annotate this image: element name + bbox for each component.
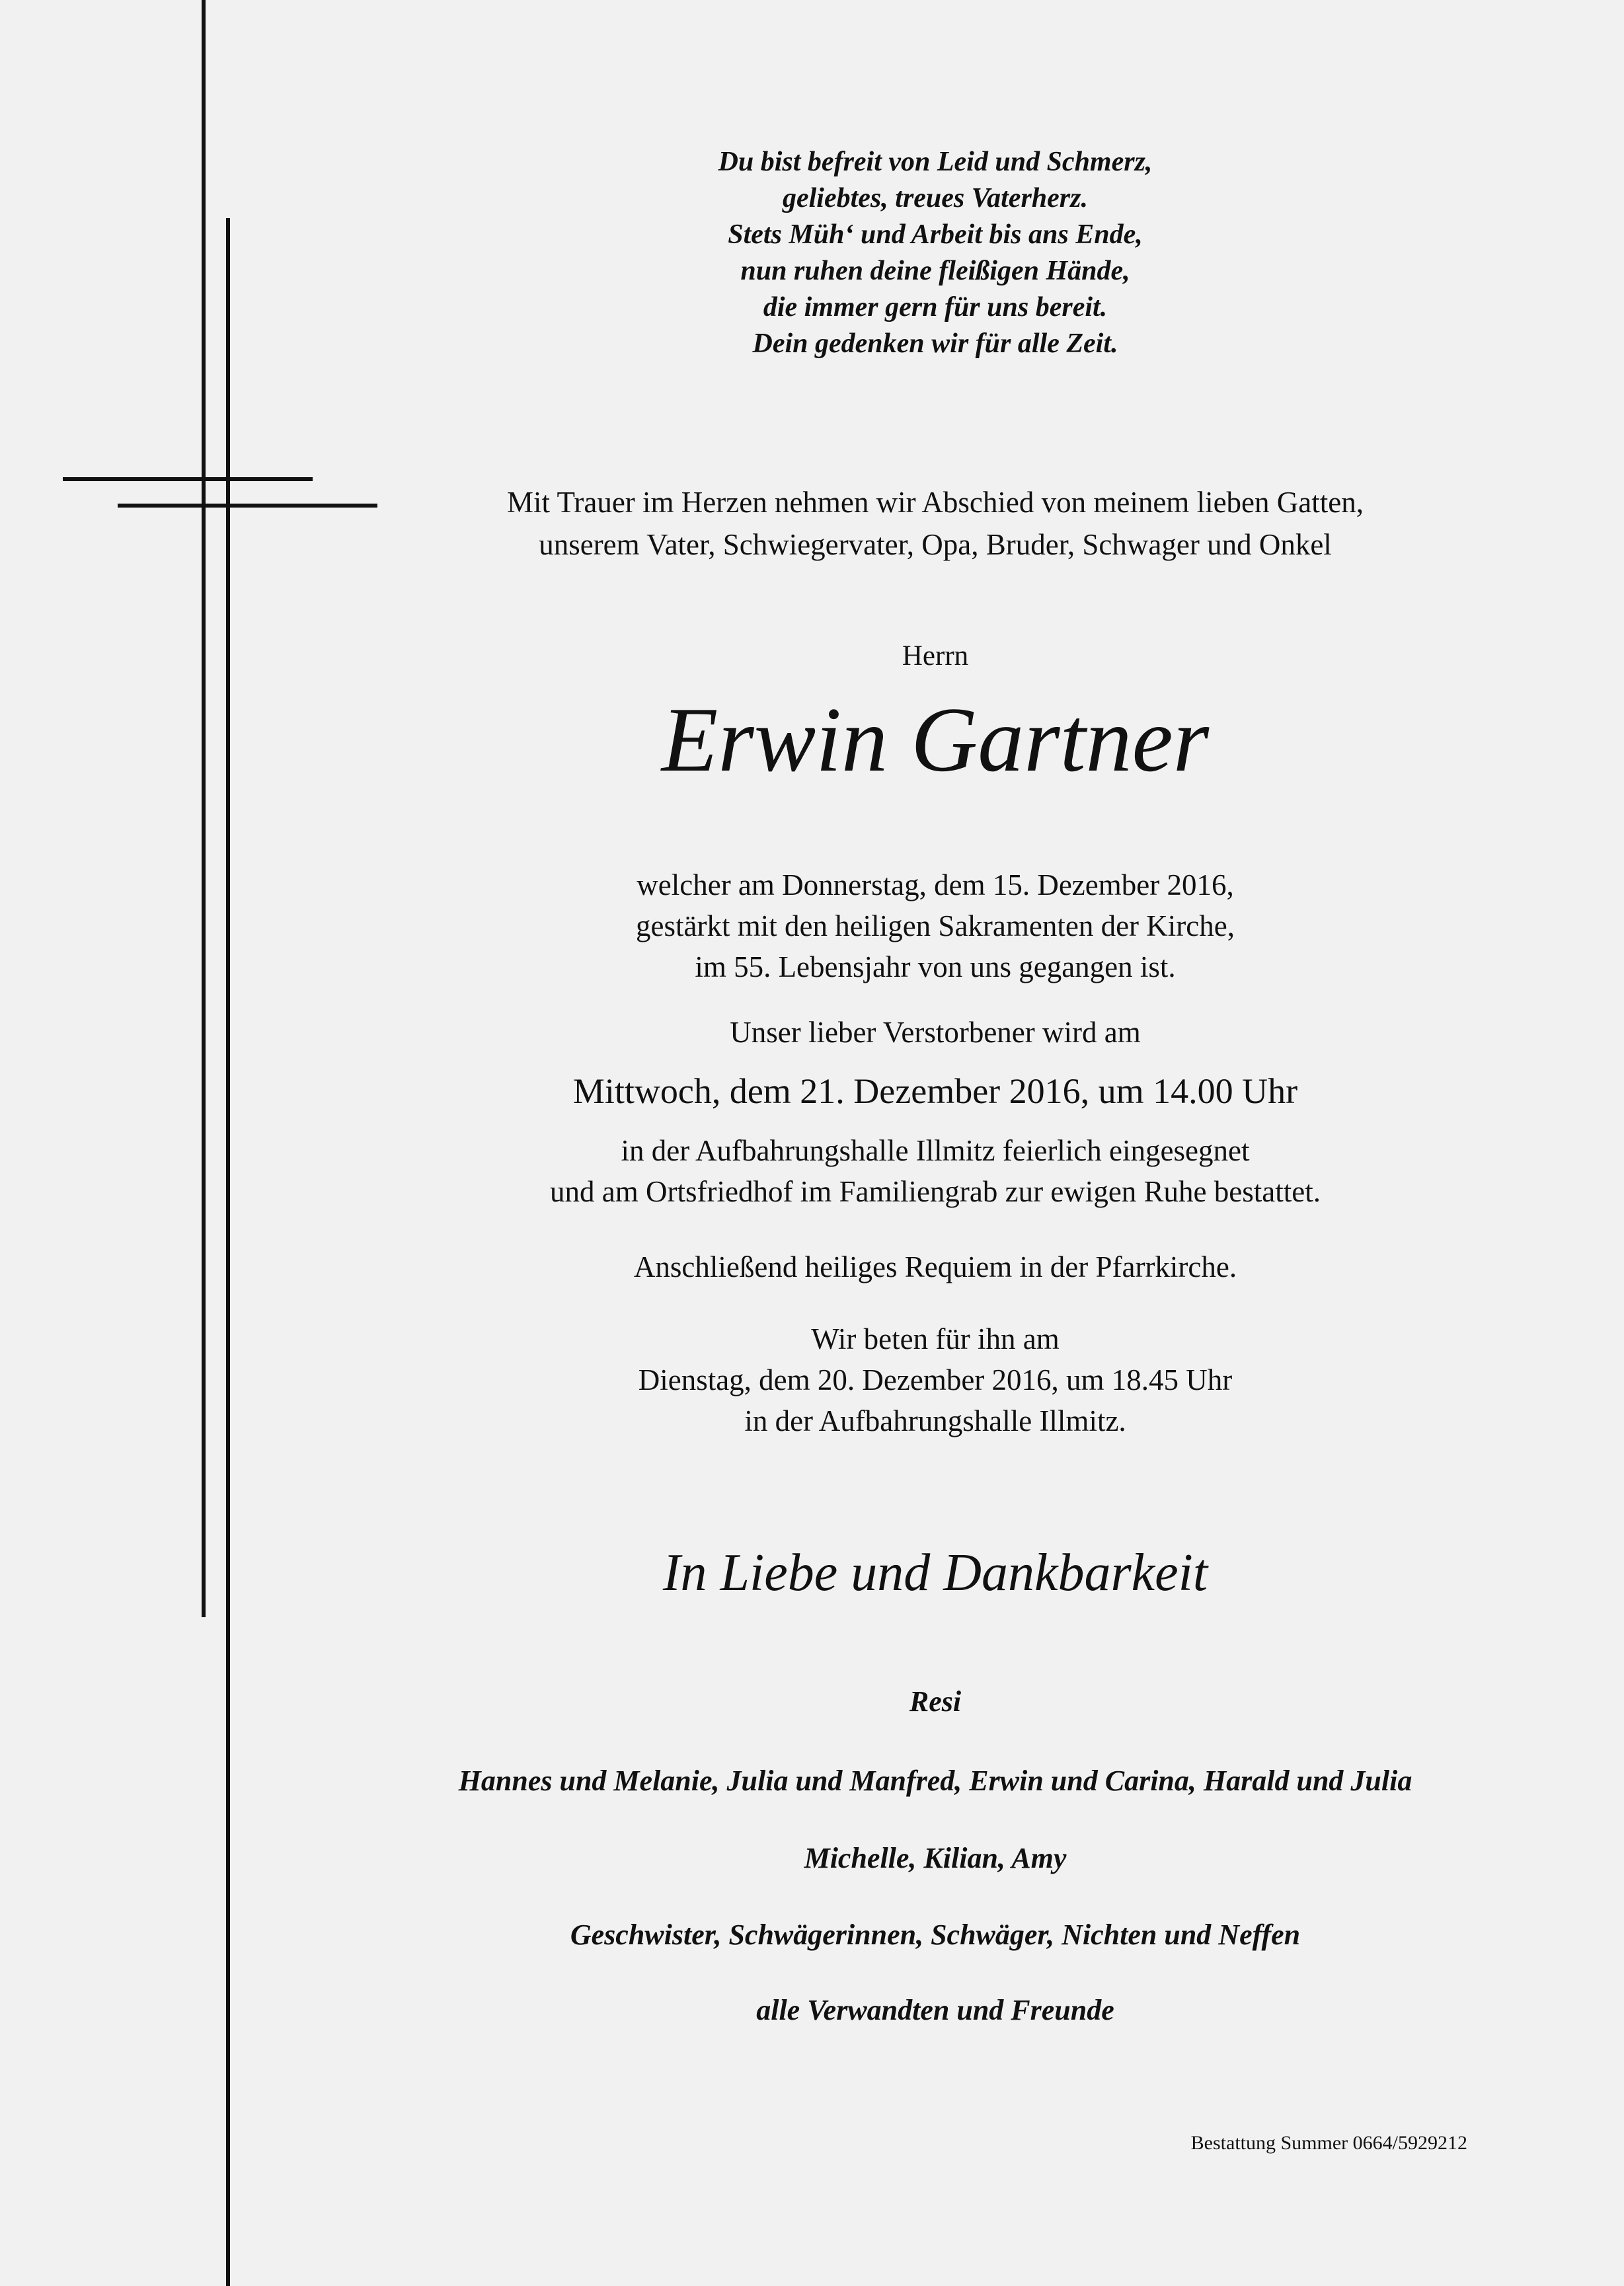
mourner-relatives: alle Verwandten und Freunde — [756, 1994, 1114, 2026]
poem-line: geliebtes, treues Vaterherz. — [783, 183, 1088, 213]
death-notice — [370, 864, 1500, 987]
mourner-siblings: Geschwister, Schwägerinnen, Schwäger, Nichten und Neffen — [570, 1919, 1301, 1951]
intro-text — [370, 481, 1500, 566]
death-notice-line: gestärkt mit den heiligen Sakramenten der Kirche, — [636, 909, 1235, 942]
poem-line: Dein gedenken wir für alle Zeit. — [752, 328, 1118, 359]
cross-horizontal-upper — [63, 477, 313, 481]
funeral-intro: Unser lieber Verstorbener wird am — [730, 1016, 1141, 1049]
intro-line: Mit Trauer im Herzen nehmen wir Abschied von meinem lieben Gatten, — [507, 486, 1364, 519]
death-notice-line: im 55. Lebensjahr von uns gegangen ist. — [695, 950, 1176, 983]
poem-line: nun ruhen deine fleißigen Hände, — [740, 256, 1130, 286]
intro-line: unserem Vater, Schwiegervater, Opa, Bruder, Schwager und Onkel — [539, 528, 1332, 561]
cross-vertical-right — [226, 218, 230, 2286]
poem-line: Stets Müh‘ und Arbeit bis ans Ende, — [728, 219, 1143, 250]
funeral-date: Mittwoch, dem 21. Dezember 2016, um 14.00 Uhr — [572, 1071, 1298, 1111]
funeral-home-contact: Bestattung Summer 0664/5929212 — [1190, 2132, 1467, 2154]
cross-vertical-left — [202, 0, 206, 1617]
prayer-line: Dienstag, dem 20. Dezember 2016, um 18.45 Uhr — [638, 1363, 1233, 1396]
prayer-line: Wir beten für ihn am — [811, 1322, 1060, 1355]
requiem-notice: Anschließend heiliges Requiem in der Pfarrkirche. — [633, 1250, 1237, 1283]
deceased-name: Erwin Gartner — [661, 689, 1210, 791]
mourner-spouse: Resi — [909, 1685, 962, 1718]
salutation: Herrn — [902, 640, 969, 671]
cross-horizontal-lower — [118, 504, 377, 508]
mourner-children: Hannes und Melanie, Julia und Manfred, Erwin und Carina, Harald und Julia — [458, 1765, 1412, 1797]
funeral-place — [370, 1130, 1500, 1212]
closing-phrase: In Liebe und Dankbarkeit — [662, 1544, 1208, 1602]
funeral-place-line: in der Aufbahrungshalle Illmitz feierlich eingesegnet — [621, 1134, 1250, 1167]
poem — [370, 144, 1500, 362]
poem-line: die immer gern für uns bereit. — [763, 292, 1108, 323]
mourner-grandchildren: Michelle, Kilian, Amy — [804, 1842, 1067, 1874]
prayer-notice — [370, 1318, 1500, 1441]
funeral-place-line: und am Ortsfriedhof im Familiengrab zur ewigen Ruhe bestattet. — [550, 1175, 1321, 1208]
death-notice-line: welcher am Donnerstag, dem 15. Dezember 2016, — [637, 868, 1234, 901]
poem-line: Du bist befreit von Leid und Schmerz, — [718, 147, 1153, 177]
prayer-line: in der Aufbahrungshalle Illmitz. — [744, 1404, 1126, 1437]
